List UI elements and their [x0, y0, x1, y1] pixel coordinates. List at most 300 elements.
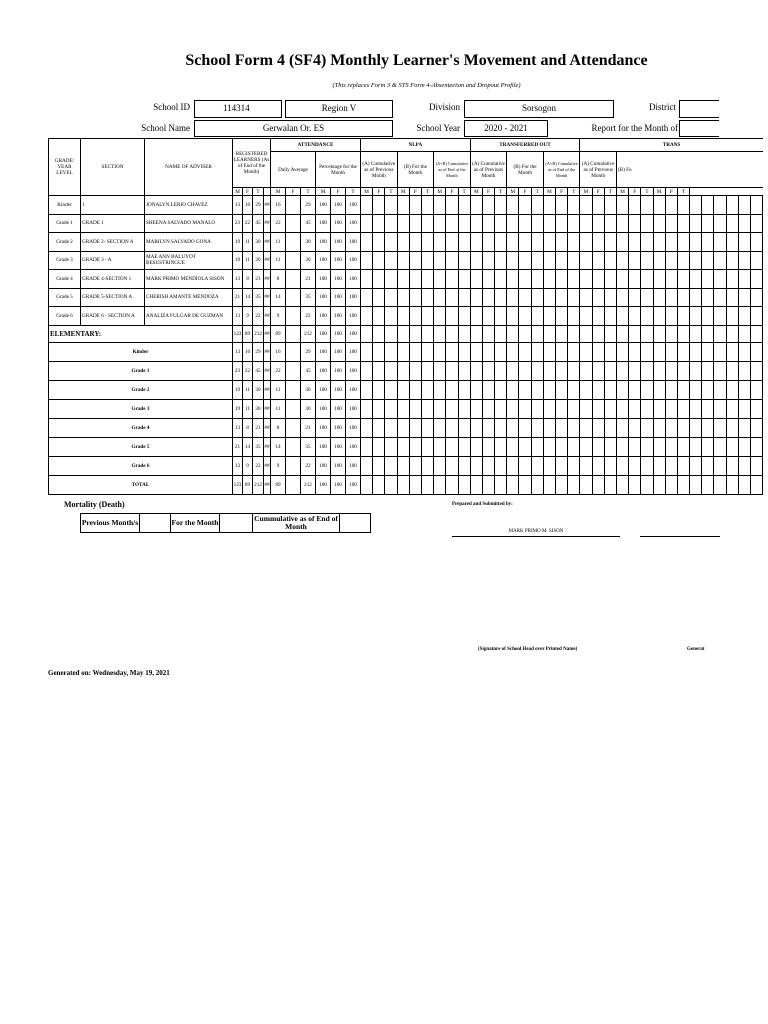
- empty-cell: [702, 418, 714, 437]
- value-cell: ##: [264, 456, 271, 475]
- empty-cell: [641, 288, 653, 307]
- empty-cell: [592, 361, 604, 380]
- empty-cell: [519, 418, 531, 437]
- empty-cell: [361, 214, 373, 233]
- empty-cell: [665, 475, 677, 494]
- empty-cell: [519, 325, 531, 342]
- empty-cell: [702, 361, 714, 380]
- empty-cell: [616, 270, 628, 289]
- empty-cell: [519, 196, 531, 215]
- gender-header: M: [616, 188, 628, 196]
- empty-cell: [726, 270, 738, 289]
- gender-header: T: [677, 188, 689, 196]
- value-cell: 100: [316, 307, 331, 326]
- empty-cell: [543, 233, 555, 252]
- empty-cell: [361, 288, 373, 307]
- value-cell: 100: [316, 342, 331, 361]
- empty-cell: [702, 399, 714, 418]
- group-transferred-in-header: TRANS: [580, 139, 763, 152]
- empty-cell: [726, 251, 738, 270]
- value-cell: 21: [253, 418, 264, 437]
- empty-cell: [616, 399, 628, 418]
- mortality-for-month-value: [220, 514, 253, 533]
- empty-cell: [714, 196, 726, 215]
- empty-cell: [470, 361, 482, 380]
- empty-cell: [568, 307, 580, 326]
- empty-cell: [434, 475, 446, 494]
- value-cell: 13: [233, 342, 243, 361]
- empty-cell: [482, 214, 494, 233]
- empty-cell: [470, 456, 482, 475]
- empty-cell: [361, 233, 373, 252]
- empty-cell: [495, 342, 507, 361]
- empty-cell: [653, 437, 665, 456]
- empty-cell: [616, 342, 628, 361]
- table-cell: [286, 307, 301, 326]
- summary-label: TOTAL: [49, 475, 233, 494]
- col-section-header: SECTION: [81, 139, 145, 196]
- empty-cell: [434, 437, 446, 456]
- gender-header: F: [286, 188, 301, 196]
- empty-cell: [446, 361, 458, 380]
- empty-cell: [580, 437, 592, 456]
- empty-cell: [434, 380, 446, 399]
- adviser-cell: MARK PRIMO MENDIOLA SISON: [145, 270, 233, 289]
- empty-cell: [738, 307, 750, 326]
- empty-cell: [556, 437, 568, 456]
- table-cell: [286, 418, 301, 437]
- empty-cell: [677, 233, 689, 252]
- value-cell: ##: [264, 214, 271, 233]
- empty-cell: [690, 342, 702, 361]
- division-field: Sorsogon: [464, 100, 614, 118]
- elementary-row: [49, 325, 763, 342]
- empty-cell: [726, 325, 738, 342]
- empty-cell: [665, 437, 677, 456]
- value-cell: 21: [301, 418, 316, 437]
- empty-cell: [458, 418, 470, 437]
- table-cell: [286, 437, 301, 456]
- empty-cell: [568, 380, 580, 399]
- empty-cell: [434, 399, 446, 418]
- value-cell: 100: [331, 456, 346, 475]
- empty-cell: [421, 233, 433, 252]
- empty-cell: [568, 288, 580, 307]
- value-cell: ##: [264, 288, 271, 307]
- empty-cell: [373, 233, 385, 252]
- empty-cell: [507, 251, 519, 270]
- empty-cell: [495, 361, 507, 380]
- empty-cell: [556, 288, 568, 307]
- value-cell: 100: [331, 196, 346, 215]
- empty-cell: [495, 399, 507, 418]
- empty-cell: [531, 418, 543, 437]
- empty-cell: [543, 399, 555, 418]
- empty-cell: [726, 475, 738, 494]
- empty-cell: [519, 437, 531, 456]
- empty-cell: [434, 233, 446, 252]
- empty-cell: [421, 270, 433, 289]
- value-cell: 100: [316, 380, 331, 399]
- empty-cell: [616, 475, 628, 494]
- empty-cell: [677, 399, 689, 418]
- gender-header: F: [519, 188, 531, 196]
- empty-cell: [653, 288, 665, 307]
- gender-header: [264, 188, 271, 196]
- value-cell: ##: [264, 251, 271, 270]
- value-cell: 100: [316, 456, 331, 475]
- empty-cell: [385, 251, 397, 270]
- empty-cell: [604, 437, 616, 456]
- empty-cell: [361, 399, 373, 418]
- empty-cell: [507, 342, 519, 361]
- empty-cell: [677, 307, 689, 326]
- value-cell: 8: [271, 270, 286, 289]
- gender-header: F: [629, 188, 641, 196]
- empty-cell: [702, 380, 714, 399]
- empty-cell: [519, 475, 531, 494]
- empty-cell: [702, 456, 714, 475]
- empty-cell: [397, 456, 409, 475]
- empty-cell: [580, 361, 592, 380]
- empty-cell: [458, 270, 470, 289]
- empty-cell: [495, 418, 507, 437]
- empty-cell: [470, 437, 482, 456]
- empty-cell: [482, 456, 494, 475]
- empty-cell: [373, 380, 385, 399]
- cumulative-end-header: (A+B) Cumulative as of End of the Month: [434, 152, 471, 188]
- empty-cell: [629, 475, 641, 494]
- empty-cell: [482, 342, 494, 361]
- empty-cell: [677, 288, 689, 307]
- section-cell: GRADE 5-SECTION A: [81, 288, 145, 307]
- empty-cell: [580, 325, 592, 342]
- empty-cell: [592, 380, 604, 399]
- value-cell: 100: [316, 214, 331, 233]
- section-cell: GRADE 3 - A: [81, 251, 145, 270]
- cumulative-end-header: (A+B) Cumulative as of End of the Month: [543, 152, 580, 188]
- empty-cell: [409, 342, 421, 361]
- empty-cell: [677, 437, 689, 456]
- empty-cell: [568, 418, 580, 437]
- value-cell: 100: [316, 288, 331, 307]
- empty-cell: [641, 233, 653, 252]
- gender-header: T: [253, 188, 264, 196]
- gender-header: M: [543, 188, 555, 196]
- empty-cell: [653, 399, 665, 418]
- empty-cell: [653, 418, 665, 437]
- empty-cell: [495, 288, 507, 307]
- empty-cell: [458, 307, 470, 326]
- empty-cell: [653, 251, 665, 270]
- empty-cell: [446, 475, 458, 494]
- empty-cell: [702, 325, 714, 342]
- empty-cell: [361, 251, 373, 270]
- empty-cell: [446, 214, 458, 233]
- empty-cell: [543, 475, 555, 494]
- empty-cell: [373, 307, 385, 326]
- empty-cell: [580, 270, 592, 289]
- empty-cell: [702, 288, 714, 307]
- empty-cell: [641, 307, 653, 326]
- gender-header: F: [446, 188, 458, 196]
- empty-cell: [592, 251, 604, 270]
- grade-cell: Grade 5: [49, 288, 81, 307]
- table-row: [49, 270, 763, 289]
- value-cell: 100: [316, 437, 331, 456]
- empty-cell: [519, 380, 531, 399]
- empty-cell: [531, 325, 543, 342]
- value-cell: 11: [271, 251, 286, 270]
- empty-cell: [604, 325, 616, 342]
- empty-cell: [641, 475, 653, 494]
- empty-cell: [434, 251, 446, 270]
- empty-cell: [397, 233, 409, 252]
- empty-cell: [665, 342, 677, 361]
- empty-cell: [421, 399, 433, 418]
- empty-cell: [556, 214, 568, 233]
- empty-cell: [531, 288, 543, 307]
- value-cell: 21: [233, 288, 243, 307]
- table-row: [49, 214, 763, 233]
- empty-cell: [446, 288, 458, 307]
- empty-cell: [616, 288, 628, 307]
- table-row: [49, 288, 763, 307]
- adviser-cell: SHEENA SALVADO MANALO: [145, 214, 233, 233]
- value-cell: 16: [243, 196, 253, 215]
- empty-cell: [738, 214, 750, 233]
- empty-cell: [397, 437, 409, 456]
- value-cell: 35: [301, 437, 316, 456]
- empty-cell: [616, 196, 628, 215]
- value-cell: 100: [331, 288, 346, 307]
- empty-cell: [714, 342, 726, 361]
- value-cell: 22: [271, 361, 286, 380]
- value-cell: 100: [346, 399, 361, 418]
- empty-cell: [702, 251, 714, 270]
- empty-cell: [361, 456, 373, 475]
- value-cell: 100: [346, 214, 361, 233]
- value-cell: 100: [316, 475, 331, 494]
- empty-cell: [738, 361, 750, 380]
- empty-cell: [507, 361, 519, 380]
- gender-header: M: [507, 188, 519, 196]
- empty-cell: [714, 380, 726, 399]
- empty-cell: [421, 342, 433, 361]
- empty-cell: [421, 251, 433, 270]
- empty-cell: [690, 288, 702, 307]
- empty-cell: [397, 380, 409, 399]
- empty-cell: [373, 475, 385, 494]
- empty-cell: [751, 270, 763, 289]
- empty-cell: [361, 475, 373, 494]
- empty-cell: [580, 418, 592, 437]
- empty-cell: [629, 307, 641, 326]
- empty-cell: [665, 307, 677, 326]
- empty-cell: [738, 456, 750, 475]
- mortality-table: [80, 513, 371, 533]
- division-label: Division: [428, 102, 460, 112]
- empty-cell: [482, 233, 494, 252]
- empty-cell: [531, 475, 543, 494]
- value-cell: 9: [243, 456, 253, 475]
- empty-cell: [653, 270, 665, 289]
- value-cell: 22: [301, 456, 316, 475]
- empty-cell: [653, 196, 665, 215]
- empty-cell: [531, 342, 543, 361]
- gender-header: F: [556, 188, 568, 196]
- gender-header: M: [397, 188, 409, 196]
- empty-cell: [714, 418, 726, 437]
- empty-cell: [641, 325, 653, 342]
- empty-cell: [592, 456, 604, 475]
- empty-cell: [665, 214, 677, 233]
- value-cell: 100: [331, 475, 346, 494]
- gender-header: T: [421, 188, 433, 196]
- empty-cell: [556, 270, 568, 289]
- adviser-cell: CHERISH AMANTE MENDOZA: [145, 288, 233, 307]
- value-cell: 100: [331, 270, 346, 289]
- empty-cell: [421, 418, 433, 437]
- empty-cell: [702, 196, 714, 215]
- table-row: [49, 251, 763, 270]
- empty-cell: [373, 418, 385, 437]
- table-cell: [286, 380, 301, 399]
- value-cell: 100: [331, 325, 346, 342]
- empty-cell: [726, 307, 738, 326]
- empty-cell: [726, 380, 738, 399]
- value-cell: 100: [331, 342, 346, 361]
- empty-cell: [543, 196, 555, 215]
- empty-cell: [397, 251, 409, 270]
- empty-cell: [373, 214, 385, 233]
- empty-cell: [373, 270, 385, 289]
- empty-cell: [519, 307, 531, 326]
- value-cell: ##: [264, 475, 271, 494]
- empty-cell: [361, 380, 373, 399]
- value-cell: 16: [271, 196, 286, 215]
- empty-cell: [641, 214, 653, 233]
- empty-cell: [568, 342, 580, 361]
- empty-cell: [653, 380, 665, 399]
- empty-cell: [373, 361, 385, 380]
- value-cell: 45: [301, 361, 316, 380]
- empty-cell: [543, 288, 555, 307]
- col-grade-header: GRADE/ YEAR LEVEL: [49, 139, 81, 196]
- empty-cell: [556, 233, 568, 252]
- empty-cell: [531, 456, 543, 475]
- cumulative-previous-header: (A) Cumulative as of Previous Month: [470, 152, 507, 188]
- empty-cell: [738, 196, 750, 215]
- empty-cell: [458, 456, 470, 475]
- value-cell: ##: [264, 399, 271, 418]
- empty-cell: [751, 418, 763, 437]
- empty-cell: [592, 196, 604, 215]
- empty-cell: [385, 437, 397, 456]
- head-signature-line: [640, 536, 720, 537]
- value-cell: 100: [316, 251, 331, 270]
- value-cell: 13: [233, 270, 243, 289]
- summary-row: [49, 456, 763, 475]
- value-cell: 100: [346, 270, 361, 289]
- empty-cell: [629, 288, 641, 307]
- empty-cell: [580, 342, 592, 361]
- empty-cell: [738, 270, 750, 289]
- empty-cell: [409, 437, 421, 456]
- col-adviser-header: NAME OF ADVISER: [145, 139, 233, 196]
- value-cell: 11: [243, 233, 253, 252]
- adviser-cell: ANALIZA FULGAR DE GUZMAN: [145, 307, 233, 326]
- empty-cell: [421, 288, 433, 307]
- report-month-label: Report for the Month of: [591, 123, 678, 133]
- empty-cell: [397, 475, 409, 494]
- empty-cell: [580, 233, 592, 252]
- table-cell: [286, 214, 301, 233]
- empty-cell: [495, 475, 507, 494]
- school-name-field: Gerwalan Or. ES: [194, 120, 393, 137]
- empty-cell: [702, 270, 714, 289]
- gender-header: M: [316, 188, 331, 196]
- empty-cell: [470, 288, 482, 307]
- empty-cell: [751, 196, 763, 215]
- empty-cell: [409, 475, 421, 494]
- empty-cell: [568, 196, 580, 215]
- value-cell: 212: [301, 475, 316, 494]
- empty-cell: [397, 342, 409, 361]
- school-year-label: School Year: [416, 123, 460, 133]
- empty-cell: [592, 288, 604, 307]
- empty-cell: [458, 251, 470, 270]
- empty-cell: [738, 380, 750, 399]
- empty-cell: [629, 233, 641, 252]
- table-cell: [286, 325, 301, 342]
- gender-header: M: [580, 188, 592, 196]
- empty-cell: [507, 437, 519, 456]
- empty-cell: [385, 399, 397, 418]
- value-cell: 11: [271, 380, 286, 399]
- value-cell: 100: [316, 361, 331, 380]
- section-cell: GRADE 1: [81, 214, 145, 233]
- summary-row: [49, 342, 763, 361]
- value-cell: 29: [253, 342, 264, 361]
- empty-cell: [751, 251, 763, 270]
- empty-cell: [543, 342, 555, 361]
- value-cell: 100: [346, 456, 361, 475]
- empty-cell: [495, 307, 507, 326]
- empty-cell: [458, 361, 470, 380]
- value-cell: 100: [331, 233, 346, 252]
- value-cell: 16: [271, 342, 286, 361]
- empty-cell: [629, 418, 641, 437]
- empty-cell: [458, 288, 470, 307]
- section-cell: GRADE 4-SECTION 1: [81, 270, 145, 289]
- summary-row: [49, 418, 763, 437]
- empty-cell: [409, 307, 421, 326]
- mortality-previous-month: Previous Month/s: [81, 514, 140, 533]
- empty-cell: [543, 214, 555, 233]
- value-cell: 30: [253, 233, 264, 252]
- empty-cell: [482, 325, 494, 342]
- empty-cell: [714, 325, 726, 342]
- empty-cell: [604, 196, 616, 215]
- region-field: Region V: [285, 100, 393, 118]
- mortality-cumulative: Cummulative as of End of Month: [254, 514, 338, 531]
- value-cell: 22: [253, 307, 264, 326]
- empty-cell: [470, 307, 482, 326]
- empty-cell: [702, 475, 714, 494]
- empty-cell: [665, 380, 677, 399]
- value-cell: 13: [233, 307, 243, 326]
